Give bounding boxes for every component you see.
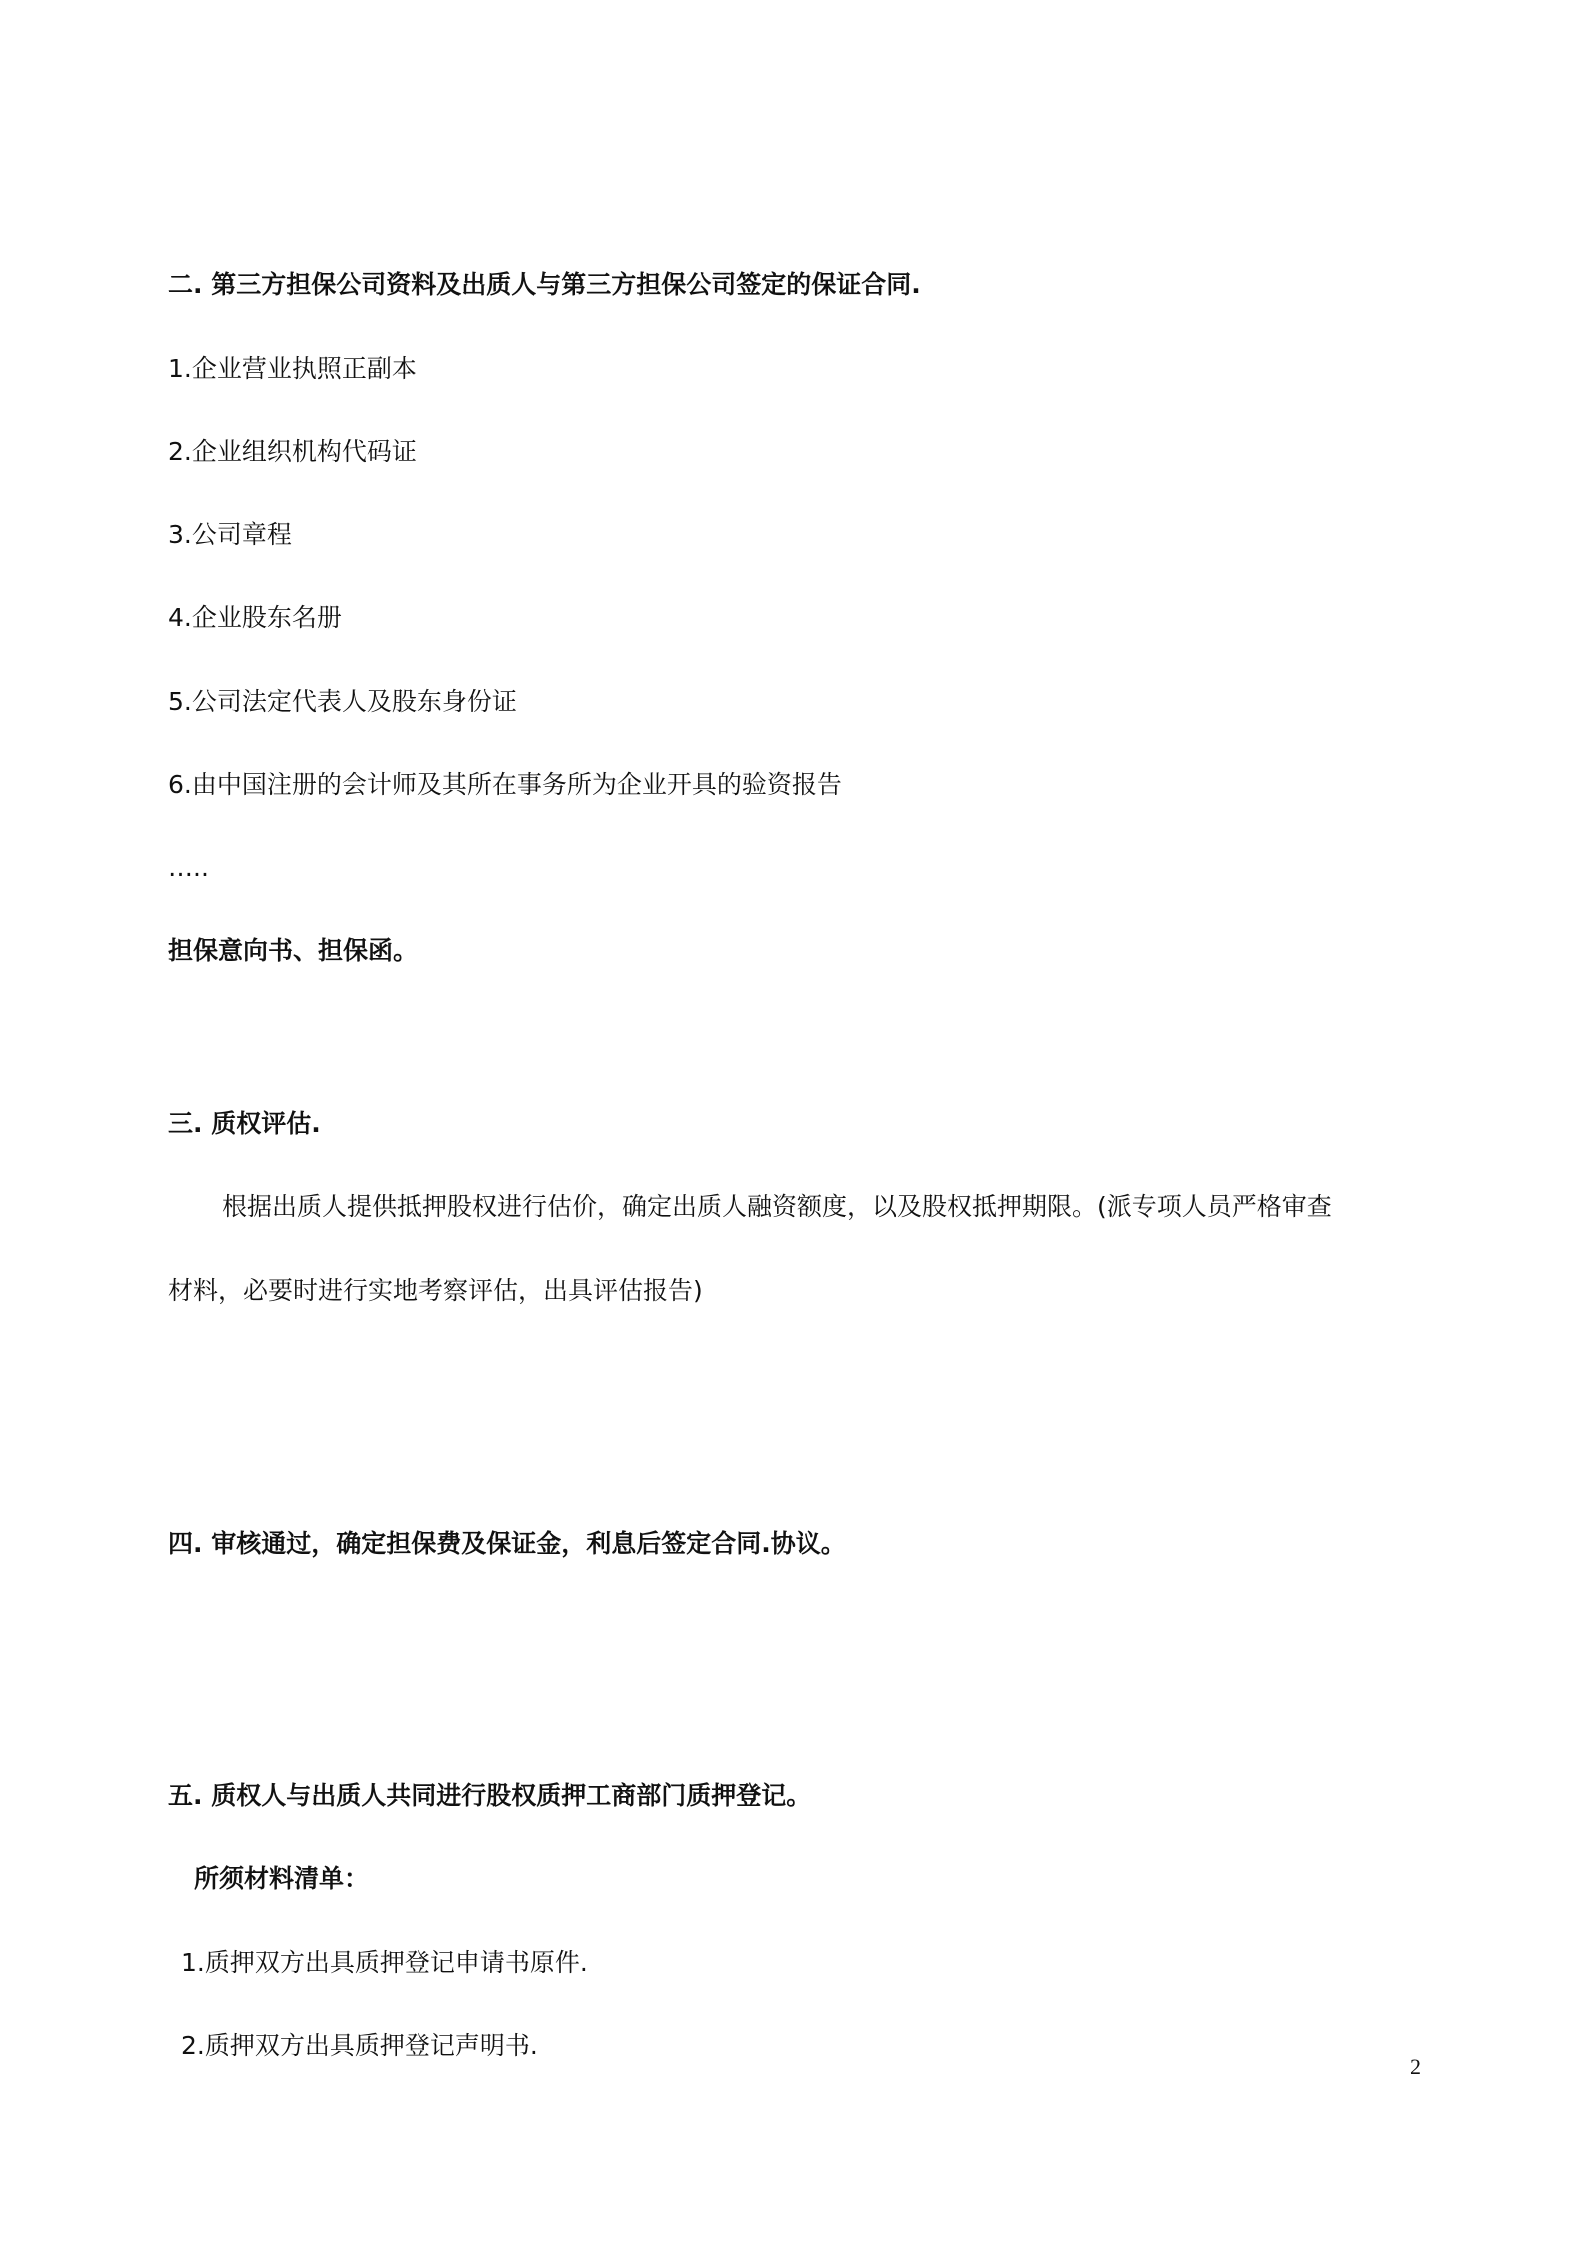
- section5-item-2: 2.质押双方出具质押登记声明书.: [181, 2031, 538, 2060]
- section2-heading: 二. 第三方担保公司资料及出质人与第三方担保公司签定的保证合同.: [168, 270, 921, 299]
- section3-heading: 三. 质权评估.: [168, 1109, 321, 1138]
- section4-heading: 四. 审核通过，确定担保费及保证金，利息后签定合同.协议。: [168, 1529, 846, 1558]
- page-number: 2: [1410, 2054, 1421, 2079]
- section2-item-5: 5.公司法定代表人及股东身份证: [168, 687, 517, 716]
- section3-paragraph-line2: 材料，必要时进行实地考察评估，出具评估报告): [168, 1276, 703, 1305]
- section5-item-1: 1.质押双方出具质押登记申请书原件.: [181, 1948, 588, 1977]
- section2-item-1: 1.企业营业执照正副本: [168, 354, 417, 383]
- section2-item-6: 6.由中国注册的会计师及其所在事务所为企业开具的验资报告: [168, 770, 842, 799]
- section2-ellipsis: …..: [168, 853, 209, 882]
- section2-item-4: 4.企业股东名册: [168, 603, 342, 632]
- materials-list-title: 所须材料清单：: [194, 1864, 370, 1893]
- section2-item-2: 2.企业组织机构代码证: [168, 437, 417, 466]
- section3-paragraph-line1: 根据出质人提供抵押股权进行估价，确定出质人融资额度，以及股权抵押期限。(派专项人员严格审查: [222, 1192, 1332, 1221]
- section2-item-3: 3.公司章程: [168, 520, 292, 549]
- guarantee-note: 担保意向书、担保函。: [168, 936, 419, 965]
- section5-heading: 五. 质权人与出质人共同进行股权质押工商部门质押登记。: [168, 1781, 812, 1810]
